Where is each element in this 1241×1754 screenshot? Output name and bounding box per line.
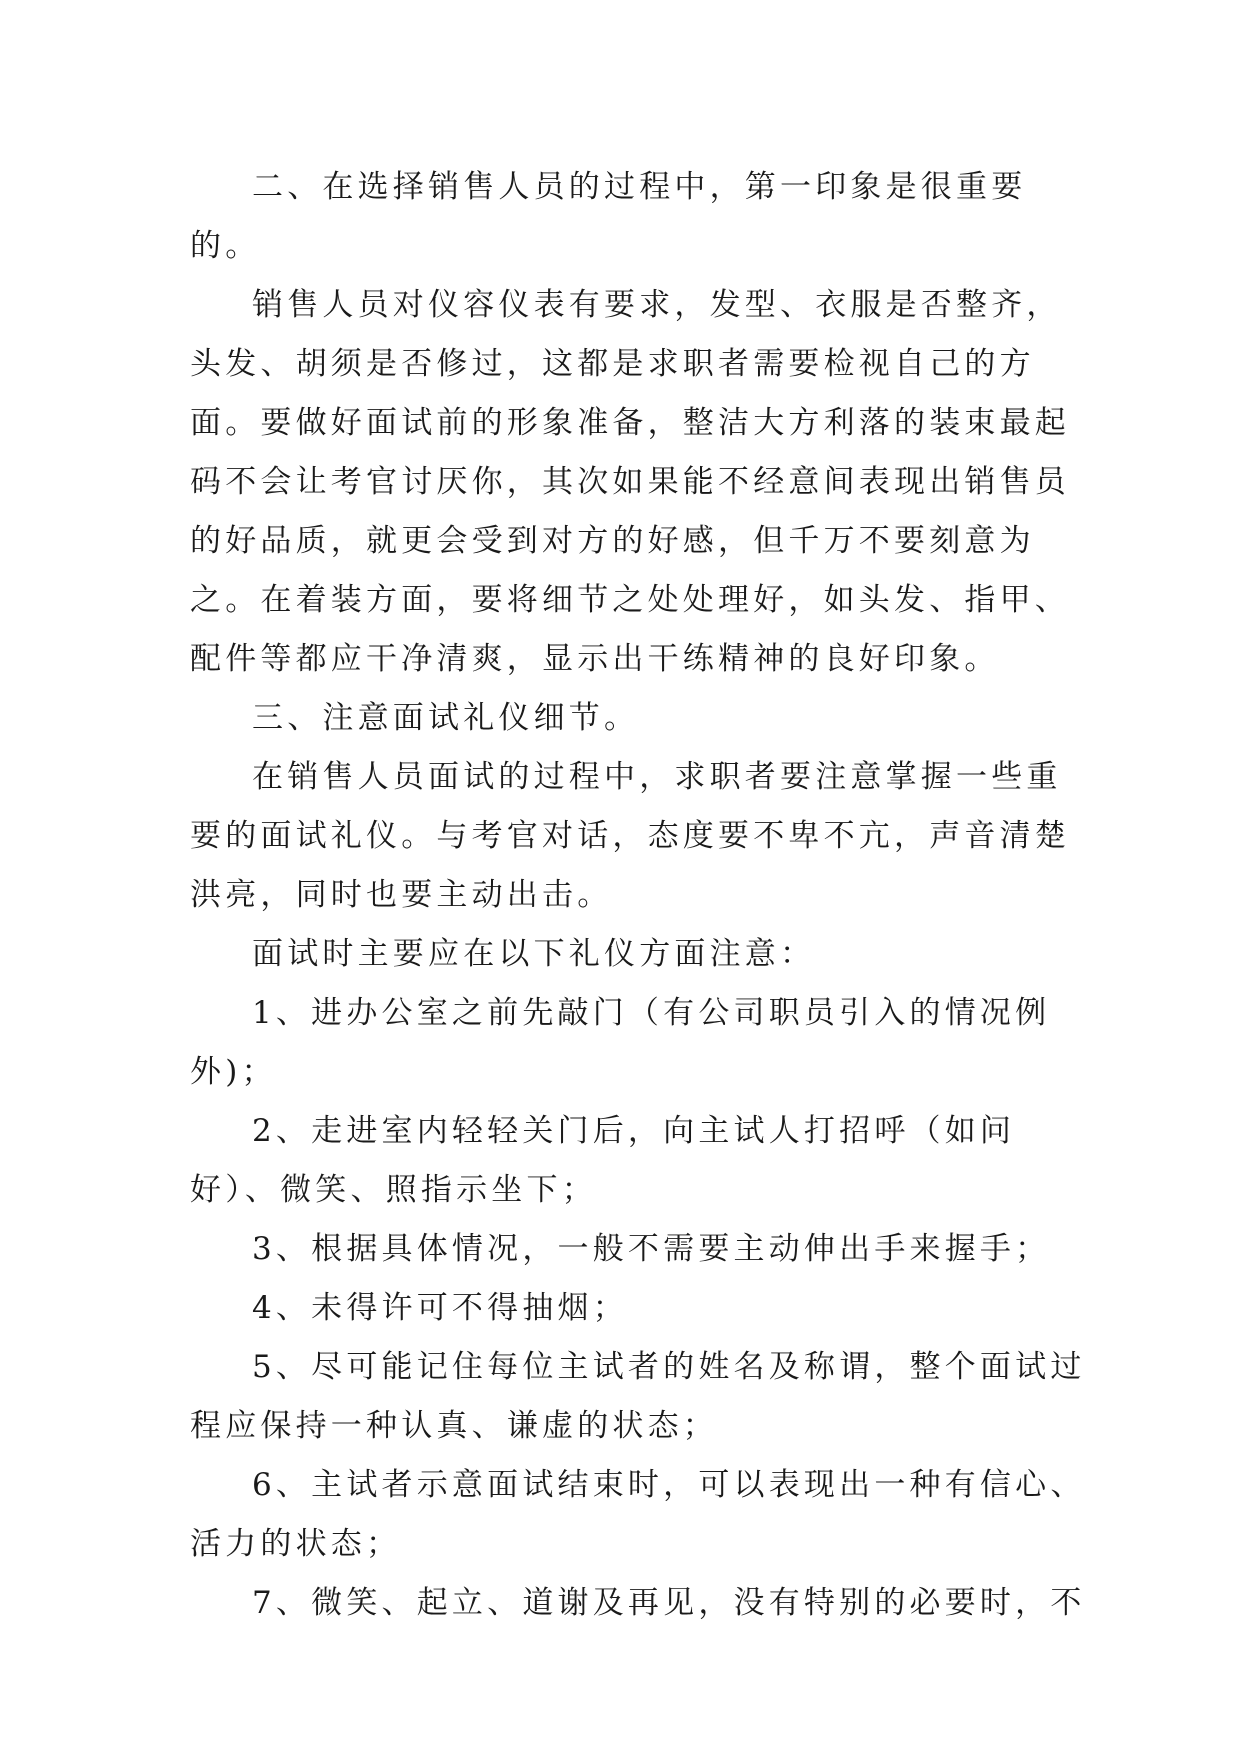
paragraph-heading-3: 三、注意面试礼仪细节。 <box>252 700 640 736</box>
list-item-7: 7、微笑、起立、道谢及再见，没有特别的必要时，不 <box>252 1585 1086 1621</box>
paragraph-etiquette: 在销售人员面试的过程中，求职者要注意掌握一些重要的面试礼仪。与考官对话，态度要不卑不亢，声音清楚洪亮，同时也要主动出击。 <box>190 759 1070 913</box>
list-item-4: 4、未得许可不得抽烟； <box>252 1290 628 1326</box>
list-item-1: 1、进办公室之前先敲门（有公司职员引入的情况例外)； <box>190 995 1051 1090</box>
paragraph-intro-list: 面试时主要应在以下礼仪方面注意： <box>252 936 816 972</box>
document-body <box>190 158 1090 1633</box>
list-item-5: 5、尽可能记住每位主试者的姓名及称谓，整个面试过程应保持一种认真、谦虚的状态； <box>190 1349 1086 1444</box>
paragraph-heading-2: 二、在选择销售人员的过程中，第一印象是很重要的。 <box>190 169 1027 264</box>
list-item-3: 3、根据具体情况，一般不需要主动伸出手来握手； <box>252 1231 1051 1267</box>
list-item-6: 6、主试者示意面试结束时，可以表现出一种有信心、活力的状态； <box>190 1467 1086 1562</box>
list-item-2: 2、走进室内轻轻关门后，向主试人打招呼（如问好）、微笑、照指示坐下； <box>190 1113 1016 1208</box>
paragraph-appearance: 销售人员对仪容仪表有要求，发型、衣服是否整齐，头发、胡须是否修过，这都是求职者需要检视自己的方面。要做好面试前的形象准备，整洁大方利落的装束最起码不会让考官讨厌你，其次如果能不经意间表现出销售员的好品质，就更会受到对方的好感，但千万不要刻意为之。在着装方面，要将细节之处处理好，如头发、指甲、配件等都应干净清爽，显示出干练精神的良好印象。 <box>190 287 1070 677</box>
